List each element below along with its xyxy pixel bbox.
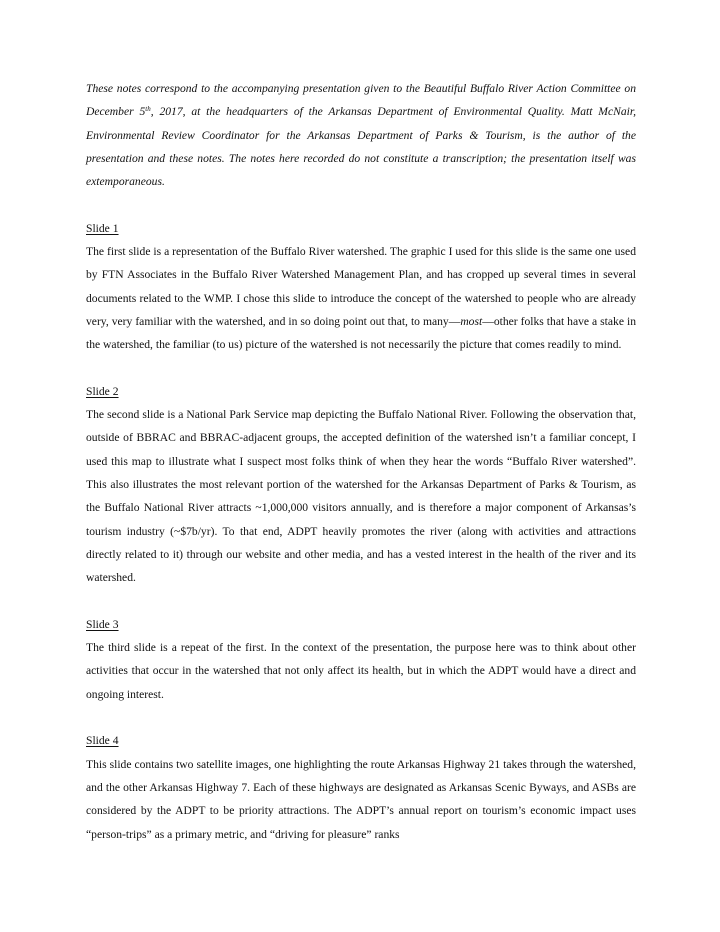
slide-2-body: The second slide is a National Park Service map depicting the Buffalo National River. Following the observation that, outside of BBRAC and BBRAC-adjacent groups, the accepted definition of the watershed isn’t a familiar concept, I used this map to illustrate what I suspect most folks think of when they hear the words “Buffalo River watershed”. This also illustrates the most relevant portion of the watershed for the Arkansas Department of Parks & Tourism, as the Buffalo National River attracts ~1,000,000 visitors annually, and is therefore a major component of Arkansas’s tourism industry (~$7b/yr). To that end, ADPT heavily promotes the river (along with activities and attractions directly related to it) through our website and other media, and has a vested interest in the health of the river and its watershed. (86, 408, 636, 585)
slide-3-heading: Slide 3 (86, 617, 119, 631)
slide-4-body: This slide contains two satellite images, one highlighting the route Arkansas Highway 21 takes through the watershed, and the other Arkansas Highway 7. Each of these highways are designated as Arkansas Scenic Byways, and ASBs are considered by the ADPT to be priority attractions. The ADPT’s annual report on tourism’s economic impact uses “person-trips” as a primary metric, and “driving for pleasure” ranks (86, 757, 636, 841)
slide-1-heading: Slide 1 (86, 221, 119, 235)
slide-1-emphasis: most (460, 314, 483, 328)
intro-text-part2: , 2017, at the headquarters of the Arkansas Department of Environmental Quality. Matt McNair, Environmental Review Coordinator for the Arkansas Department of Parks & Tourism, is the author of the presentation and these notes. The notes here recorded do not constitute a transcription; the presentation itself was extemporaneous. (86, 105, 636, 189)
slide-2-section (86, 380, 636, 590)
slide-1-section (86, 217, 636, 357)
intro-ordinal-suffix: th (145, 105, 151, 114)
slide-4-section (86, 729, 636, 845)
slide-3-section (86, 613, 636, 706)
slide-1-text-before: The first slide is a representation of the Buffalo River watershed. The graphic I used for this slide is the same one used by FTN Associates in the Buffalo River Watershed Management Plan, and has cropped up several times in several documents related to the WMP. I chose this slide to introduce the concept of the watershed to people who are already very, very familiar with the watershed, and in so doing point out that, to many— (86, 245, 636, 328)
slide-1-body (86, 240, 636, 356)
slide-1-text-after: —other folks that have a stake in the watershed, the familiar (to us) picture of the watershed is not necessarily the picture that comes readily to mind. (86, 314, 636, 352)
slide-3-body: The third slide is a repeat of the first. In the context of the presentation, the purpose here was to think about other activities that occur in the watershed that not only affect its health, but in which the ADPT would have a direct and ongoing interest. (86, 641, 636, 701)
slide-2-heading: Slide 2 (86, 384, 119, 398)
document-page (86, 77, 636, 846)
slide-4-heading: Slide 4 (86, 734, 119, 748)
intro-paragraph (86, 77, 636, 193)
intro-text-part1: These notes correspond to the accompanying presentation given to the Beautiful Buffalo River Action Committee on December 5 (86, 82, 636, 119)
